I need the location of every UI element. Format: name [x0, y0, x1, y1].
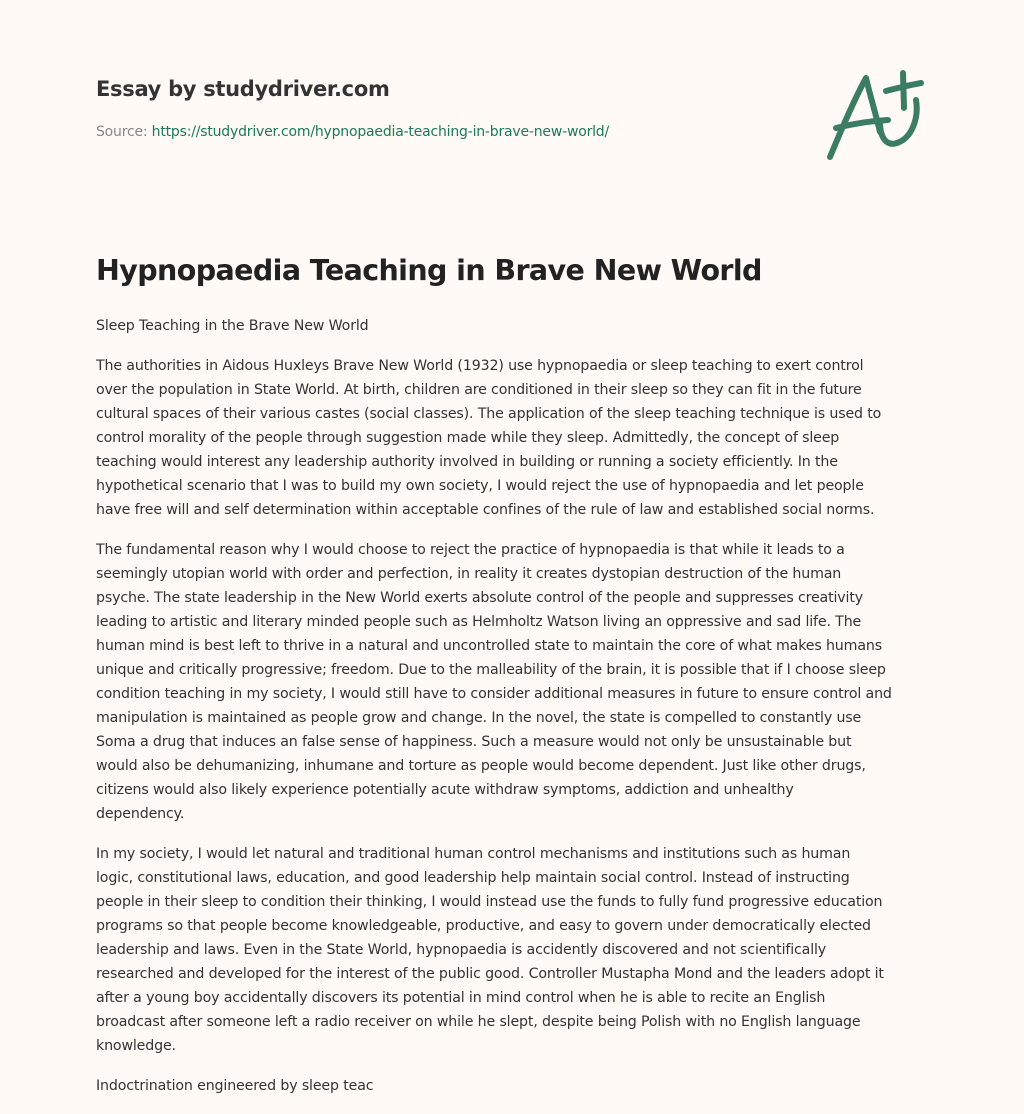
paragraph-line: unique and critically progressive; freedom. Due to the malleability of the brain, it is possible that if I choose sleep — [96, 662, 886, 678]
paragraph-line: seemingly utopian world with order and perfection, in reality it creates dystopian destruction of the human — [96, 566, 842, 582]
paragraph-line: would also be dehumanizing, inhumane and torture as people would become dependent. Just like other drugs, — [96, 758, 866, 774]
paragraph-line: citizens would also likely experience potentially acute withdraw symptoms, addiction and unhealthy — [96, 782, 794, 798]
a-plus-logo-icon — [800, 60, 950, 170]
paragraph-line: control morality of the people through suggestion made while they sleep. Admittedly, the concept of sleep — [96, 430, 840, 446]
paragraph-line: In my society, I would let natural and traditional human control mechanisms and institutions such as human — [96, 846, 851, 862]
paragraph-line: dependency. — [96, 806, 185, 822]
paragraph — [96, 1074, 936, 1098]
article-title: Hypnopaedia Teaching in Brave New World — [96, 254, 762, 287]
paragraph-line: researched and developed for the interest of the public good. Controller Mustapha Mond and the leaders adopt it — [96, 966, 884, 982]
source-line — [96, 124, 609, 140]
paragraph-line: over the population in State World. At birth, children are conditioned in their sleep so they can fit in the future — [96, 382, 862, 398]
paragraph-line: psyche. The state leadership in the New World exerts absolute control of the people and suppresses creativity — [96, 590, 864, 606]
paragraph-line: leading to artistic and literary minded people such as Helmholtz Watson living an oppressive and sad life. The — [96, 614, 862, 630]
paragraph-line: manipulation is maintained as people grow and change. In the novel, the state is compelled to constantly use — [96, 710, 862, 726]
paragraph-line: leadership and laws. Even in the State World, hypnopaedia is accidently discovered and not scientifically — [96, 942, 827, 958]
paragraph — [96, 538, 936, 826]
paragraph-line: after a young boy accidentally discovers its potential in mind control when he is able to recite an English — [96, 990, 826, 1006]
paragraph-line: knowledge. — [96, 1038, 176, 1054]
paragraph-line: Soma a drug that induces an false sense of happiness. Such a measure would not only be unsustainable but — [96, 734, 852, 750]
source-link[interactable]: https://studydriver.com/hypnopaedia-teaching-in-brave-new-world/ — [151, 124, 610, 140]
site-title: Essay by studydriver.com — [96, 77, 390, 101]
source-label: Source: — [96, 124, 148, 140]
paragraph-line: broadcast after someone left a radio receiver on while he slept, despite being Polish with no English language — [96, 1014, 861, 1030]
paragraph-line: human mind is best left to thrive in a natural and uncontrolled state to maintain the core of what makes humans — [96, 638, 882, 654]
paragraph-line: people in their sleep to condition their thinking, I would instead use the funds to fully fund progressive education — [96, 894, 883, 910]
paragraph-line: have free will and self determination within acceptable confines of the rule of law and established social norms. — [96, 502, 875, 518]
paragraph — [96, 354, 936, 522]
paragraph-line: programs so that people become knowledgeable, productive, and easy to govern under democratically elected — [96, 918, 871, 934]
paragraph-line: condition teaching in my society, I would still have to consider additional measures in future to ensure control and — [96, 686, 892, 702]
article-body — [96, 314, 936, 1114]
paragraph-line: The fundamental reason why I would choose to reject the practice of hypnopaedia is that while it leads to a — [96, 542, 845, 558]
paragraph-line: teaching would interest any leadership authority involved in building or running a society efficiently. In the — [96, 454, 838, 470]
paragraph — [96, 842, 936, 1058]
paragraph-line: hypothetical scenario that I was to build my own society, I would reject the use of hypnopaedia and let people — [96, 478, 864, 494]
paragraph-line: cultural spaces of their various castes (social classes). The application of the sleep teaching technique is used to — [96, 406, 882, 422]
article-subtitle: Sleep Teaching in the Brave New World — [96, 318, 369, 334]
paragraph-line: The authorities in Aidous Huxleys Brave New World (1932) use hypnopaedia or sleep teaching to exert control — [96, 358, 864, 374]
paragraph-line: Indoctrination engineered by sleep teac — [96, 1078, 374, 1094]
paragraph-line: logic, constitutional laws, education, and good leadership help maintain social control. Instead of instructing — [96, 870, 850, 886]
